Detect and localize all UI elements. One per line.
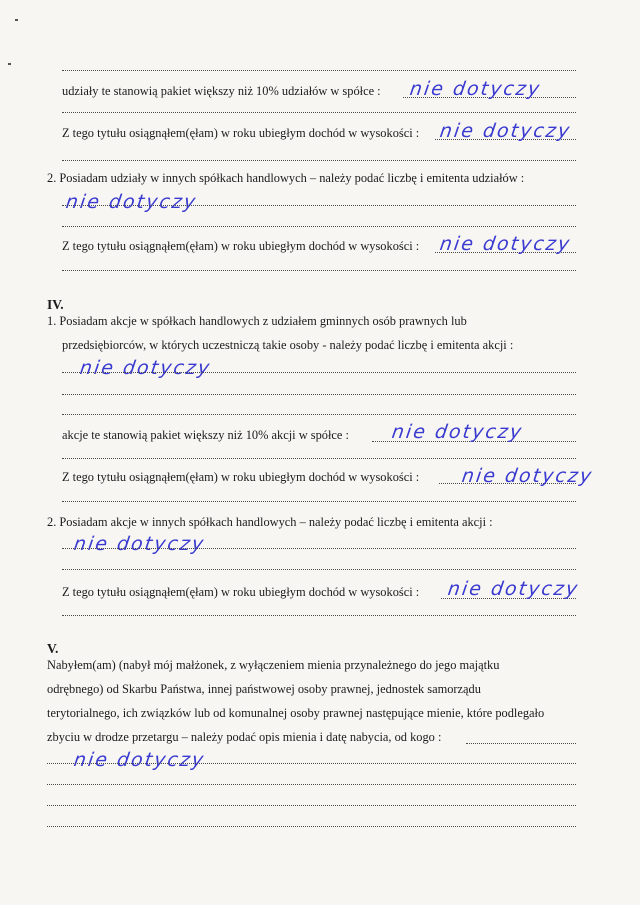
income-label: Z tego tytułu osiągnąłem(ęłam) w roku ubiegłym dochód w wysokości : (62, 585, 420, 599)
handwritten-answer: nie dotyczy (460, 465, 595, 487)
paragraph-line: terytorialnego, ich związków lub od komunalnej osoby prawnej następujące mienie, które podlegało (47, 706, 545, 720)
dotted-line (47, 763, 576, 764)
shares-pct-label: akcje te stanowią pakiet większy niż 10% akcji w spółce : (62, 428, 349, 442)
income-label: Z tego tytułu osiągnąłem(ęłam) w roku ubiegłym dochód w wysokości : (62, 470, 420, 484)
dotted-line (62, 70, 576, 71)
dotted-line (62, 372, 576, 373)
dotted-line (47, 784, 576, 785)
paragraph-line: Nabyłem(am) (nabył mój małżonek, z wyłączeniem mienia przynależnego do jego majątku (47, 658, 500, 672)
dotted-line (62, 112, 576, 113)
section-heading: IV. (47, 297, 64, 312)
handwritten-answer: nie dotyczy (78, 357, 213, 379)
income-label: Z tego tytułu osiągnąłem(ęłam) w roku ubiegłym dochód w wysokości : (62, 239, 420, 253)
handwritten-answer: nie dotyczy (408, 78, 543, 100)
dotted-line (62, 569, 576, 570)
handwritten-answer: nie dotyczy (438, 120, 573, 142)
scan-mark (8, 63, 11, 65)
dotted-line (62, 615, 576, 616)
dotted-line (62, 548, 576, 549)
dotted-line (47, 826, 576, 827)
dotted-line (466, 743, 576, 744)
handwritten-answer: nie dotyczy (438, 233, 573, 255)
paragraph-line: zbyciu w drodze przetargu – należy podać opis mienia i datę nabycia, od kogo : (47, 730, 442, 744)
item-2-label: 2. Posiadam akcje w innych spółkach handlowych – należy podać liczbę i emitenta akcji : (47, 515, 493, 529)
item-2-label: 2. Posiadam udziały w innych spółkach handlowych – należy podać liczbę i emitenta udziałów : (47, 171, 525, 185)
dotted-line (62, 205, 576, 206)
shares-pct-label: udziały te stanowią pakiet większy niż 10% udziałów w spółce : (62, 84, 381, 98)
scan-mark (15, 19, 18, 21)
handwritten-answer: nie dotyczy (64, 191, 199, 213)
dotted-line (62, 160, 576, 161)
dotted-line (62, 270, 576, 271)
paragraph-line: odrębnego) od Skarbu Państwa, innej państwowej osoby prawnej, jednostek samorządu (47, 682, 481, 696)
dotted-line (62, 501, 576, 502)
item-1-line-a: 1. Posiadam akcje w spółkach handlowych z udziałem gminnych osób prawnych lub (47, 314, 467, 328)
item-1-line-b: przedsiębiorców, w których uczestniczą takie osoby - należy podać liczbę i emitenta akcji : (62, 338, 514, 352)
handwritten-answer: nie dotyczy (446, 578, 581, 600)
dotted-line (62, 226, 576, 227)
handwritten-answer: nie dotyczy (390, 421, 525, 443)
section-heading: V. (47, 641, 59, 656)
dotted-line (47, 805, 576, 806)
dotted-line (62, 394, 576, 395)
dotted-line (62, 414, 576, 415)
income-label: Z tego tytułu osiągnąłem(ęłam) w roku ubiegłym dochód w wysokości : (62, 126, 420, 140)
handwritten-answer: nie dotyczy (72, 533, 207, 555)
handwritten-answer: nie dotyczy (72, 749, 207, 771)
dotted-line (62, 458, 576, 459)
